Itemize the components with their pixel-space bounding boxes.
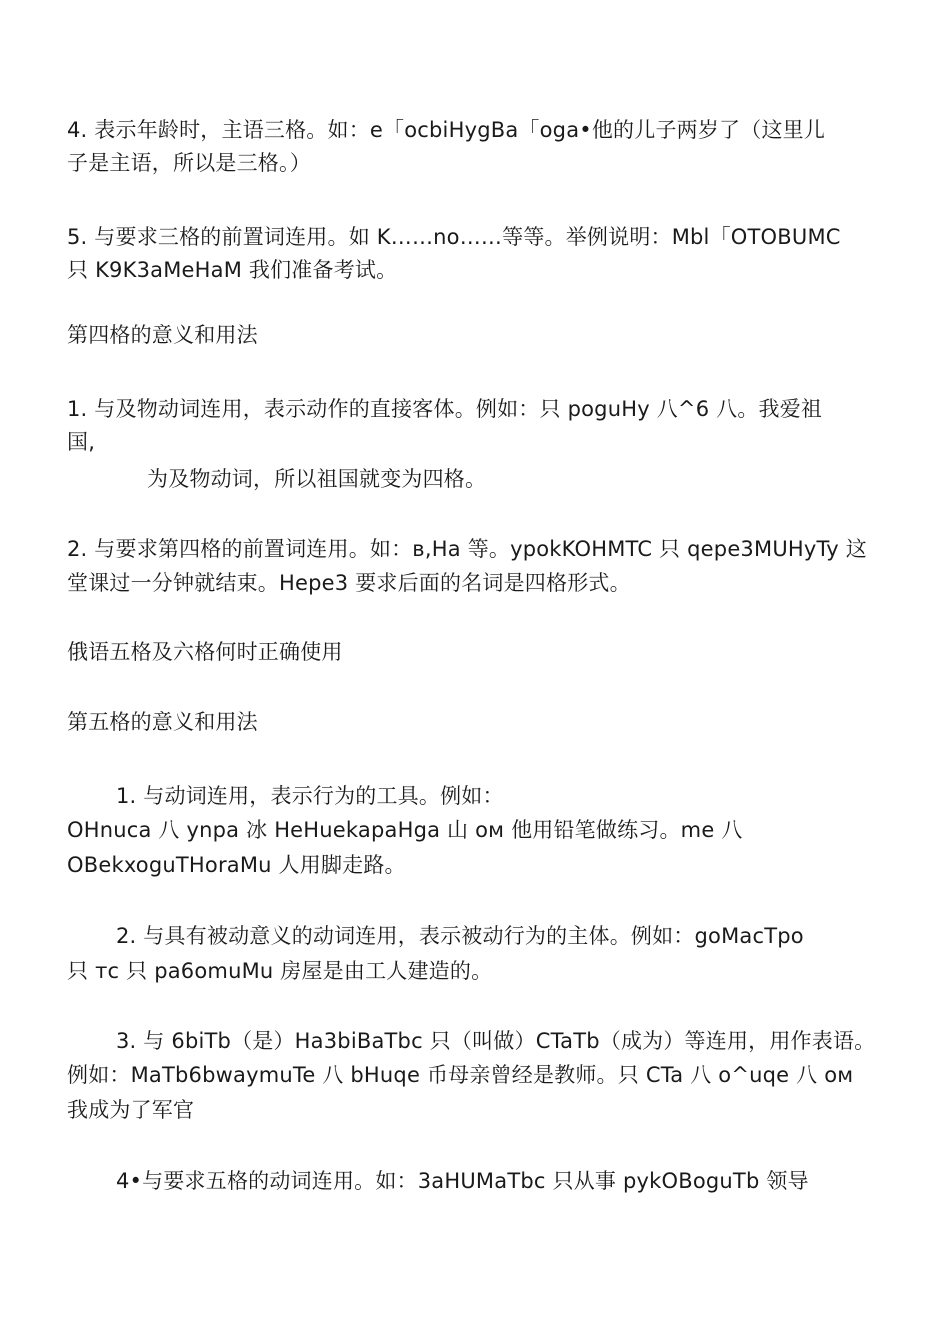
- text-line: 只 K9K3aMeHaM 我们准备考试。: [67, 258, 398, 282]
- text-line: 3. 与 6biTb（是）Ha3biBaTbc 只（叫做）CTaTb（成为）等连用，用作表语。: [116, 1029, 876, 1053]
- text-line: 例如：MaTb6bwaymuTe 八 bHuqe 币母亲曾经是教师。只 CTa 八 o^uqe 八 ом: [67, 1063, 854, 1087]
- text-line: 4. 表示年龄时，主语三格。如：e「ocbiHygBa「oga•他的儿子两岁了（这里儿: [67, 118, 826, 142]
- text-line: 2. 与要求第四格的前置词连用。如：в,Ha 等。ypokKOHMTC 只 qepe3MUHyTy 这: [67, 537, 867, 561]
- text-line: 子是主语，所以是三格。）: [67, 151, 311, 175]
- text-line: 2. 与具有被动意义的动词连用，表示被动行为的主体。例如：goMacTpo: [116, 924, 804, 948]
- section-heading: 俄语五格及六格何时正确使用: [67, 640, 343, 664]
- text-line: OHnuca 八 ynpa 冰 HeHuekapaHga 山 ом 他用铅笔做练习。me 八: [67, 818, 743, 842]
- text-line: 我成为了军官: [67, 1098, 195, 1122]
- text-line: 5. 与要求三格的前置词连用。如 K……no……等等。举例说明：Mbl「OTOBUMC: [67, 225, 841, 249]
- text-line: 4•与要求五格的动词连用。如：3aHUMaTbc 只从事 pykOBoguTb 领导: [116, 1169, 809, 1193]
- section-heading: 第四格的意义和用法: [67, 323, 258, 347]
- text-line: OBekxoguTHoraMu 人用脚走路。: [67, 853, 406, 877]
- text-line: 1. 与及物动词连用，表示动作的直接客体。例如：只 poguHy 八^6 八。我爱祖: [67, 397, 823, 421]
- text-line: 为及物动词，所以祖国就变为四格。: [147, 467, 487, 491]
- section-heading: 第五格的意义和用法: [67, 710, 258, 734]
- text-line: 只 тс 只 pa6omuMu 房屋是由工人建造的。: [67, 959, 493, 983]
- text-line: 国,: [67, 430, 96, 454]
- text-line: 堂课过一分钟就结束。Hepe3 要求后面的名词是四格形式。: [67, 571, 631, 595]
- text-line: 1. 与动词连用，表示行为的工具。例如：: [116, 784, 504, 808]
